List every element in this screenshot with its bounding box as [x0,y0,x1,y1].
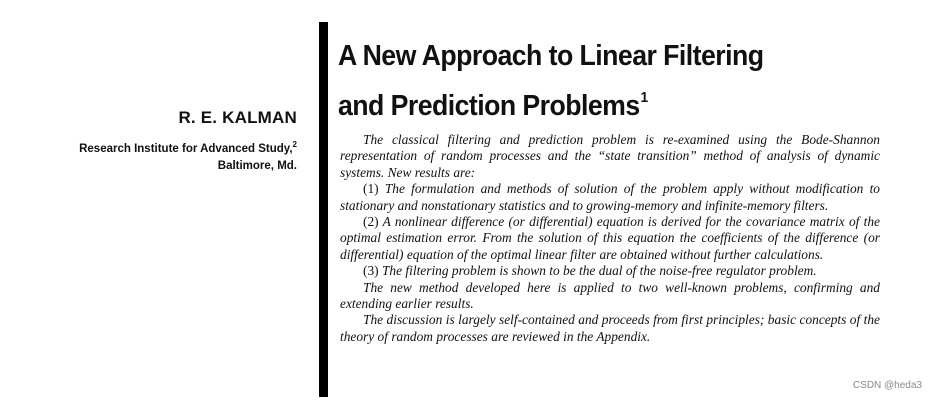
csdn-watermark: CSDN @heda3 [852,380,922,391]
abstract-item-1 [340,181,880,214]
item-3-number: (3) [363,263,379,279]
vertical-divider-bar [319,22,328,397]
title-line-1: A New Approach to Linear Filtering [338,40,764,72]
item-1-number: (1) [363,181,379,197]
author-location: Baltimore, Md. [217,160,297,172]
title-line-2 [338,77,853,127]
abstract-new-method: The new method developed here is applied to two well-known problems, confirming and extending earlier results. [340,279,880,312]
affiliation-footnote-marker: 2 [292,140,297,149]
author-name: R. E. KALMAN [178,108,297,127]
title-footnote-marker: 1 [640,89,648,106]
title-line-2-text: and Prediction Problems [338,90,640,122]
abstract-item-3 [340,263,880,279]
item-1-text: The formulation and methods of solution of the problem apply without modification to stationary and nonstationary statistics and to growing-memory and infinite-memory filters. [340,181,880,213]
abstract-item-2 [340,214,880,263]
item-2-text: A nonlinear difference (or differential) equation is derived for the covariance matrix of the optimal estimation error. From the solution of this equation the coefficients of the difference (or differential) equation of the optimal linear filter are obtained without further calculations. [340,214,880,262]
paper-title [338,36,853,127]
item-3-text: The filtering problem is shown to be the dual of the noise-free regulator problem. [378,263,817,279]
author-affiliation [79,136,297,158]
author-block [79,108,297,175]
item-2-number: (2) [363,214,379,230]
affiliation-institute: Research Institute for Advanced Study, [79,143,293,155]
abstract-intro: The classical filtering and prediction problem is re-examined using the Bode-Shannon representation of random processes and the “state transition” method of analysis of dynamic systems. New results are: [340,132,880,180]
abstract-discussion: The discussion is largely self-contained and proceeds from first principles; basic concepts of the theory of random processes are reviewed in the Appendix. [340,312,880,344]
abstract [340,132,880,345]
